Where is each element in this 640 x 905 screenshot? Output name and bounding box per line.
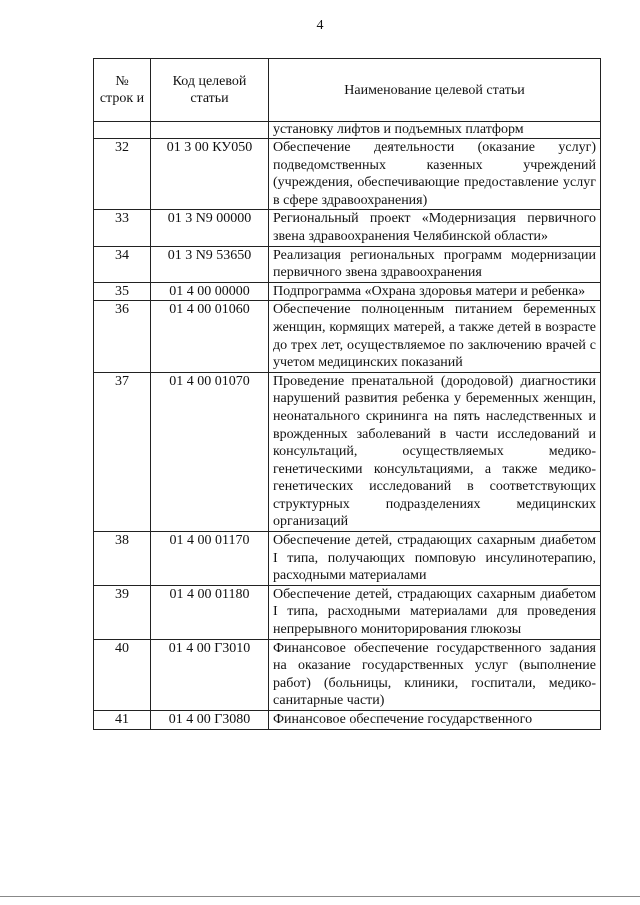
target-name: Финансовое обеспечение государственного задания на оказание государственных услуг (выполнение работ) (больницы, клиники, госпитали, медико-санитарные части) [269,639,601,710]
header-row-number: № строк и [94,59,151,122]
target-code: 01 3 00 КУ050 [151,139,269,210]
target-name: Обеспечение деятельности (оказание услуг) подведомственных казенных учреждений (учреждения, обеспечивающие предоставление услуг в сфере здравоохранения) [269,139,601,210]
table-row [94,282,601,301]
row-number: 41 [94,711,151,730]
table-row [94,372,601,531]
target-name: Подпрограмма «Охрана здоровья матери и ребенка» [269,282,601,301]
row-number: 38 [94,532,151,586]
table-header-row [94,59,601,122]
target-name: Финансовое обеспечение государственного [269,711,601,730]
table-row [94,246,601,282]
header-target-code: Код целевой статьи [151,59,269,122]
table-row [94,585,601,639]
target-name: Обеспечение полноценным питанием беременных женщин, кормящих матерей, а также детей в возрасте до трех лет, осуществляемое по заключению врачей с учетом медицинских показаний [269,301,601,372]
row-number: 33 [94,210,151,246]
target-code: 01 3 N9 53650 [151,246,269,282]
table-row [94,301,601,372]
bottom-rule [0,896,640,897]
target-code: 01 3 N9 00000 [151,210,269,246]
continuation-row [94,122,601,139]
target-items-table [93,58,601,730]
target-code: 01 4 00 01180 [151,585,269,639]
target-name: Обеспечение детей, страдающих сахарным диабетом I типа, расходными материалами для проведения непрерывного мониторирования глюкозы [269,585,601,639]
header-target-name: Наименование целевой статьи [269,59,601,122]
target-name: Обеспечение детей, страдающих сахарным диабетом I типа, получающих помповую инсулинотерапию, расходными материалами [269,532,601,586]
table-row [94,639,601,710]
table-row [94,711,601,730]
row-number: 32 [94,139,151,210]
table-row [94,532,601,586]
row-number: 36 [94,301,151,372]
target-code: 01 4 00 01060 [151,301,269,372]
cell-empty [151,122,269,139]
target-code: 01 4 00 00000 [151,282,269,301]
target-code: 01 4 00 01170 [151,532,269,586]
target-name: Проведение пренатальной (дородовой) диагностики нарушений развития ребенка у беременных женщин, неонатального скрининга на пять наследственных и врожденных заболеваний в части исследований и консультаций, осуществляемых медико-генетическими консультациями, а также медико-генетических исследований в соответствующих структурных подразделениях медицинских организаций [269,372,601,531]
table-row [94,139,601,210]
table-row [94,210,601,246]
target-name: Реализация региональных программ модернизации первичного звена здравоохранения [269,246,601,282]
continuation-text: установку лифтов и подъемных платформ [269,122,601,139]
cell-empty [94,122,151,139]
target-code: 01 4 00 01070 [151,372,269,531]
target-code: 01 4 00 Г3080 [151,711,269,730]
target-name: Региональный проект «Модернизация первичного звена здравоохранения Челябинской области» [269,210,601,246]
page-number: 4 [316,18,324,33]
row-number: 35 [94,282,151,301]
row-number: 40 [94,639,151,710]
row-number: 37 [94,372,151,531]
row-number: 34 [94,246,151,282]
row-number: 39 [94,585,151,639]
target-code: 01 4 00 Г3010 [151,639,269,710]
